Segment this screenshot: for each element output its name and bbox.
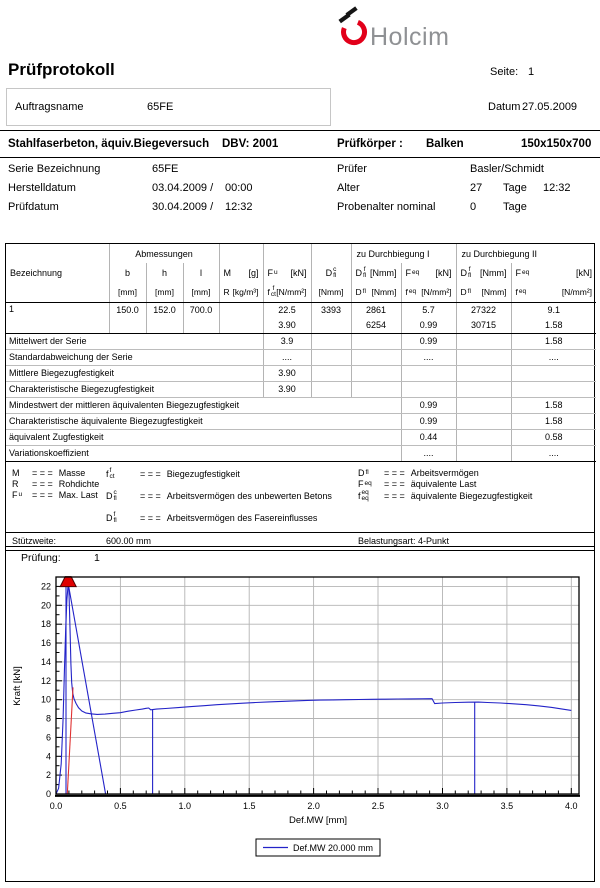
specimen-label: Prüfkörper : — [337, 138, 403, 150]
unit-cell: [mm] — [146, 282, 183, 302]
force-deflection-chart — [6, 569, 594, 879]
legend-entry: F eq = = = äquivalente Last — [358, 478, 477, 489]
specimen-data-row — [6, 302, 596, 333]
info-value: Basler/Schmidt — [470, 163, 544, 175]
cell-dc: 3393 — [311, 302, 351, 333]
col-header-bezeichnung: Bezeichnung — [6, 244, 109, 302]
summary-row: Mindestwert der mittleren äquivalenten Biegezugfestigkeit 0.99 1.58 — [6, 397, 596, 413]
col-header-d2f: D f fl [Nmm] — [456, 263, 511, 282]
unit-cell: [mm] — [183, 282, 219, 302]
svg-text:2: 2 — [45, 770, 51, 781]
summary-row: Charakteristische Biegezugfestigkeit 3.90 — [6, 381, 596, 397]
col-header-feq1: F eq [kN] — [401, 263, 456, 282]
summary-row: Mittelwert der Serie 3.9 0.99 1.58 — [6, 333, 596, 349]
col-header-d2: D fl [Nmm] — [456, 282, 511, 302]
legend-entry: f f ct = = = Biegezugfestigkeit — [106, 466, 240, 480]
svg-text:4.0: 4.0 — [565, 801, 578, 811]
svg-text:14: 14 — [40, 656, 51, 667]
test-section-header — [0, 130, 600, 158]
cell-feq2: 9.1 1.58 — [511, 302, 596, 333]
info-label: Prüfdatum — [8, 201, 59, 213]
info-value: 27 — [470, 182, 483, 194]
info-label: Alter — [337, 182, 360, 194]
info-label: Serie Bezeichnung — [8, 163, 101, 175]
info-label: Herstelldatum — [8, 182, 76, 194]
svg-text:1.0: 1.0 — [178, 801, 192, 811]
group-header-durchbiegung-2: zu Durchbiegung II — [456, 244, 596, 263]
svg-text:10: 10 — [40, 694, 51, 705]
legend-entry: F u = = = Max. Last — [12, 489, 98, 500]
legend-entry: R = = = Rohdichte — [12, 478, 100, 489]
header-row-groups — [6, 244, 596, 263]
svg-text:12: 12 — [40, 675, 51, 686]
holcim-logo — [337, 5, 449, 51]
page-number-value: 1 — [528, 66, 535, 78]
col-header-feq2: F eq [kN] — [511, 263, 596, 282]
cell-d1: 2861 6254 — [351, 302, 401, 333]
pruefung-label: Prüfung: — [21, 552, 61, 564]
svg-text:0: 0 — [45, 789, 51, 799]
svg-text:Def.MW [mm]: Def.MW [mm] — [288, 815, 348, 826]
legend-entry: D f fl = = = Arbeitsvermögen des Fasereinflusses — [106, 510, 318, 524]
page-title: Prüfprotokoll — [8, 60, 115, 79]
belastungsart: Belastungsart: 4-Punkt — [358, 535, 450, 546]
datum-label: Datum — [488, 101, 521, 113]
summary-row: Standardabweichung der Serie .... .... .... — [6, 349, 596, 365]
svg-text:Def.MW 20.000 mm: Def.MW 20.000 mm — [293, 843, 374, 853]
svg-text:3.5: 3.5 — [500, 801, 514, 811]
svg-text:3.0: 3.0 — [436, 801, 449, 811]
svg-text:0.0: 0.0 — [49, 801, 63, 811]
svg-text:2.0: 2.0 — [307, 801, 320, 811]
summary-row: Variationskoeffizient .... .... — [6, 445, 596, 461]
col-header-l: l — [183, 263, 219, 282]
holcim-logo-icon — [337, 5, 373, 51]
info-value: 00:00 — [225, 182, 253, 194]
page-number-label: Seite: — [490, 66, 519, 78]
header-cell — [219, 244, 263, 263]
info-label: Probenalter nominal — [337, 201, 436, 213]
col-header-feq2-unit: f eq [N/mm²] — [511, 282, 596, 302]
cell-d2: 27322 30715 — [456, 302, 511, 333]
svg-text:4: 4 — [45, 751, 51, 762]
header-cell — [311, 244, 351, 263]
col-header-dc: D c fl — [311, 263, 351, 282]
svg-text:2.5: 2.5 — [371, 801, 385, 811]
svg-text:6: 6 — [45, 732, 51, 743]
cell-feq1: 5.7 0.99 — [401, 302, 456, 333]
auftrag-box — [6, 88, 331, 126]
cell-h: 152.0 — [146, 302, 183, 333]
info-value: 0 — [470, 201, 477, 213]
svg-text:16: 16 — [40, 638, 51, 648]
col-header-fu: F u [kN] — [263, 263, 311, 282]
svg-text:0.5: 0.5 — [114, 801, 127, 811]
col-header-feq1-unit: f eq [N/mm²] — [401, 282, 456, 302]
unit-cell: [mm] — [109, 282, 146, 302]
svg-text:1.5: 1.5 — [242, 801, 256, 811]
info-value: 03.04.2009 / — [152, 182, 214, 194]
summary-row: äquivalent Zugfestigkeit 0.44 0.58 — [6, 429, 596, 445]
info-label: Prüfer — [337, 163, 367, 175]
summary-row: Charakteristische äquivalente Biegezugfestigkeit 0.99 1.58 — [6, 413, 596, 429]
svg-text:18: 18 — [40, 619, 51, 630]
stuetzweite-label: Stützweite: — [12, 535, 57, 546]
unit-cell: [Nmm] — [311, 282, 351, 302]
info-value: 30.04.2009 / — [152, 201, 214, 213]
results-table — [6, 244, 596, 462]
svg-text:8: 8 — [45, 713, 51, 724]
cell-b: 150.0 — [109, 302, 146, 333]
legend-entry: f eq eq = = = äquivalente Biegezugfestigkeit — [358, 488, 533, 502]
col-header-h: h — [146, 263, 183, 282]
results-box — [5, 243, 595, 551]
pruefung-box — [5, 546, 595, 882]
legend-entry: D c fl = = = Arbeitsvermögen des unbewerten Betons — [106, 488, 332, 502]
svg-text:22: 22 — [40, 581, 51, 592]
info-value: 65FE — [152, 163, 179, 175]
info-value: Tage — [503, 182, 527, 194]
abbreviation-legend — [6, 462, 594, 532]
info-value: Tage — [503, 201, 527, 213]
col-header-d1f: D f fl [Nmm] — [351, 263, 401, 282]
holcim-logo-text: Holcim — [370, 23, 450, 51]
cell-l: 700.0 — [183, 302, 219, 333]
group-header-durchbiegung-1: zu Durchbiegung I — [351, 244, 456, 263]
pruefung-value: 1 — [94, 552, 100, 564]
stuetzweite-value: 600.00 mm — [106, 535, 152, 546]
specimen-info — [0, 160, 600, 222]
standard: DBV: 2001 — [222, 138, 279, 150]
svg-text:20: 20 — [40, 600, 51, 611]
svg-text:Kraft [kN]: Kraft [kN] — [12, 666, 23, 706]
header-cell — [263, 244, 311, 263]
col-header-m: M [g] — [219, 263, 263, 282]
legend-entry: M = = = Masse — [12, 467, 86, 478]
auftrag-value: 65FE — [147, 101, 174, 113]
col-header-b: b — [109, 263, 146, 282]
auftrag-label: Auftragsname — [15, 101, 84, 113]
specimen-type: Balken — [426, 138, 464, 150]
info-value: 12:32 — [225, 201, 253, 213]
col-header-d1: D fl [Nmm] — [351, 282, 401, 302]
group-header-abmessungen: Abmessungen — [109, 244, 219, 263]
info-value: 12:32 — [543, 182, 571, 194]
test-type: Stahlfaserbeton, äquiv.Biegeversuch — [8, 138, 210, 150]
legend-entry: D fl = = = Arbeitsvermögen — [358, 467, 479, 478]
summary-row: Mittlere Biegezugfestigkeit 3.90 — [6, 365, 596, 381]
cell-m-r — [219, 302, 263, 333]
cell-fu-fct: 22.5 3.90 — [263, 302, 311, 333]
cell-name: 1 — [6, 302, 109, 333]
col-header-r: R [kg/m³] — [219, 282, 263, 302]
col-header-fct: f f ct [N/mm²] — [263, 282, 311, 302]
specimen-dims: 150x150x700 — [521, 138, 592, 150]
datum-value: 27.05.2009 — [522, 101, 578, 113]
